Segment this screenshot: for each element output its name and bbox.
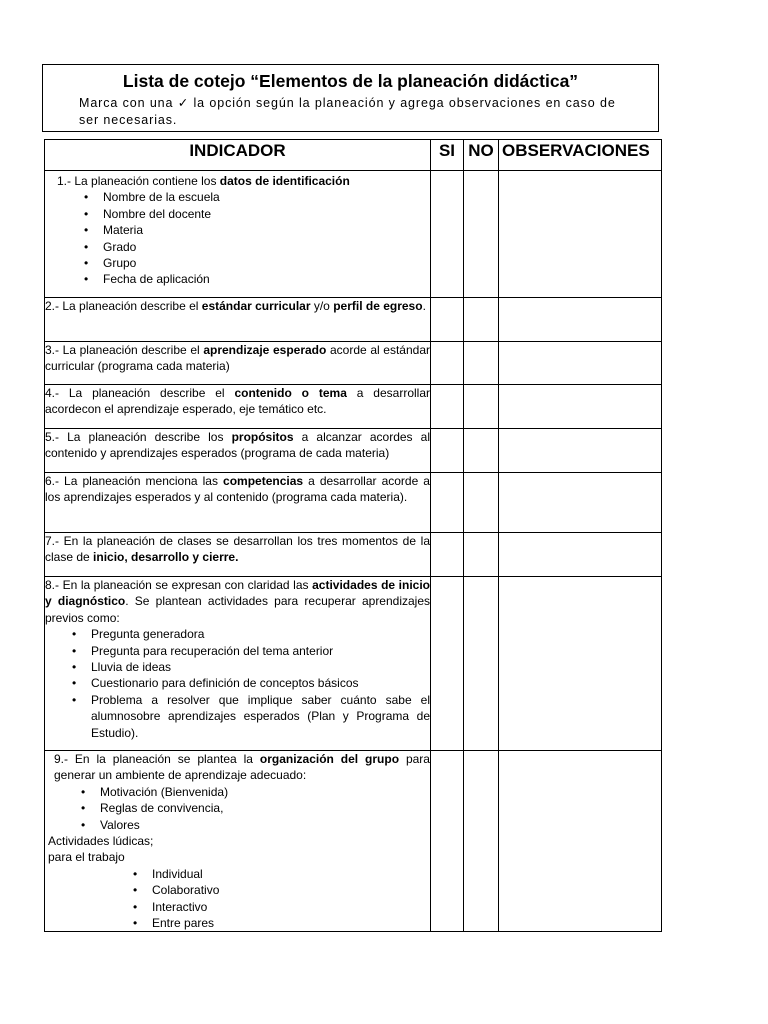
si-checkbox-cell[interactable]	[431, 429, 464, 473]
no-checkbox-cell[interactable]	[464, 429, 499, 473]
indicator-text: 8.- En la planeación se expresan con claridad las actividades de inicio y diagnóstico. Se plantean actividades para recuperar aprendizajes previos como:	[45, 578, 431, 625]
indicator-cell: 3.- La planeación describe el aprendizaje esperado acorde al estándar curricular (programa cada materia)	[45, 342, 431, 385]
table-row	[45, 473, 662, 533]
observaciones-cell[interactable]	[499, 429, 662, 473]
table-row	[45, 533, 662, 577]
indicator-cell: 7.- En la planeación de clases se desarrollan los tres momentos de la clase de inicio, desarrollo y cierre.	[45, 533, 431, 577]
list-item: • Motivación (Bienvenida)	[54, 784, 430, 800]
list-item: • Problema a resolver que implique saber cuánto sabe el alumnosobre aprendizajes esperados (Plan y Programa de Estudio).	[45, 692, 430, 741]
table-row	[45, 577, 662, 751]
no-checkbox-cell[interactable]	[464, 751, 499, 932]
list-item: • Interactivo	[54, 899, 430, 915]
indicator-text: 1.- La planeación contiene los datos de identificación	[57, 174, 350, 188]
column-header-no: NO	[464, 140, 499, 171]
sub-heading-actividades: Actividades lúdicas;	[48, 834, 154, 849]
list-item: • Entre pares	[54, 915, 430, 931]
list-item: • Fecha de aplicación	[57, 271, 430, 287]
observaciones-cell[interactable]	[499, 342, 662, 385]
observaciones-cell[interactable]	[499, 751, 662, 932]
instructions-text: Marca con una ✓ la opción según la planeación y agrega observaciones en caso de ser necesarias.	[79, 96, 616, 127]
indicator-cell	[45, 577, 431, 751]
list-item: • Nombre de la escuela	[57, 189, 430, 205]
table-row	[45, 298, 662, 342]
si-checkbox-cell[interactable]	[431, 171, 464, 298]
table-header-row	[45, 140, 662, 171]
indicator-cell	[45, 171, 431, 298]
document-title: Lista de cotejo “Elementos de la planeación didáctica”	[122, 71, 579, 91]
no-checkbox-cell[interactable]	[464, 298, 499, 342]
list-item: • Valores	[54, 817, 430, 833]
list-item: • Pregunta generadora	[45, 626, 430, 642]
observaciones-cell[interactable]	[499, 171, 662, 298]
checklist-table	[44, 139, 662, 932]
observaciones-cell[interactable]	[499, 298, 662, 342]
list-item: • Individual	[54, 866, 430, 882]
column-header-si: SI	[431, 140, 464, 171]
table-row	[45, 429, 662, 473]
si-checkbox-cell[interactable]	[431, 385, 464, 429]
observaciones-cell[interactable]	[499, 577, 662, 751]
no-checkbox-cell[interactable]	[464, 473, 499, 533]
no-checkbox-cell[interactable]	[464, 171, 499, 298]
list-item: • Cuestionario para definición de conceptos básicos	[45, 675, 430, 691]
list-item: • Grado	[57, 239, 430, 255]
si-checkbox-cell[interactable]	[431, 751, 464, 932]
si-checkbox-cell[interactable]	[431, 577, 464, 751]
si-checkbox-cell[interactable]	[431, 298, 464, 342]
si-checkbox-cell[interactable]	[431, 533, 464, 577]
observaciones-cell[interactable]	[499, 473, 662, 533]
column-header-indicador: INDICADOR	[45, 140, 431, 171]
list-item: • Pregunta para recuperación del tema anterior	[45, 643, 430, 659]
si-checkbox-cell[interactable]	[431, 473, 464, 533]
list-item: • Grupo	[57, 255, 430, 271]
indicator-cell: 6.- La planeación menciona las competencias a desarrollar acorde a los aprendizajes esperados y al contenido (programa cada materia).	[45, 473, 431, 533]
header-box	[42, 64, 659, 132]
observaciones-cell[interactable]	[499, 385, 662, 429]
si-checkbox-cell[interactable]	[431, 342, 464, 385]
no-checkbox-cell[interactable]	[464, 385, 499, 429]
indicator-cell: 4.- La planeación describe el contenido o tema a desarrollar acordecon el aprendizaje esperado, eje temático etc.	[45, 385, 431, 429]
table-row	[45, 385, 662, 429]
sub-heading-trabajo: para el trabajo	[48, 850, 125, 865]
observaciones-cell[interactable]	[499, 533, 662, 577]
list-item: • Reglas de convivencia,	[54, 800, 430, 816]
list-item: • Lluvia de ideas	[45, 659, 430, 675]
column-header-observaciones: OBSERVACIONES	[499, 140, 662, 171]
indicator-text: 9.- En la planeación se plantea la organización del grupo para generar un ambiente de aprendizaje adecuado:	[54, 752, 430, 783]
table-row	[45, 171, 662, 298]
no-checkbox-cell[interactable]	[464, 577, 499, 751]
table-row	[45, 751, 662, 932]
no-checkbox-cell[interactable]	[464, 533, 499, 577]
indicator-cell	[45, 751, 431, 932]
no-checkbox-cell[interactable]	[464, 342, 499, 385]
list-item: • Colaborativo	[54, 882, 430, 898]
list-item: • Materia	[57, 222, 430, 238]
list-item: • Nombre del docente	[57, 206, 430, 222]
indicator-cell: 5.- La planeación describe los propósitos a alcanzar acordes al contenido y aprendizajes esperados (programa de cada materia)	[45, 429, 431, 473]
indicator-cell: 2.- La planeación describe el estándar curricular y/o perfil de egreso.	[45, 298, 431, 342]
table-row	[45, 342, 662, 385]
